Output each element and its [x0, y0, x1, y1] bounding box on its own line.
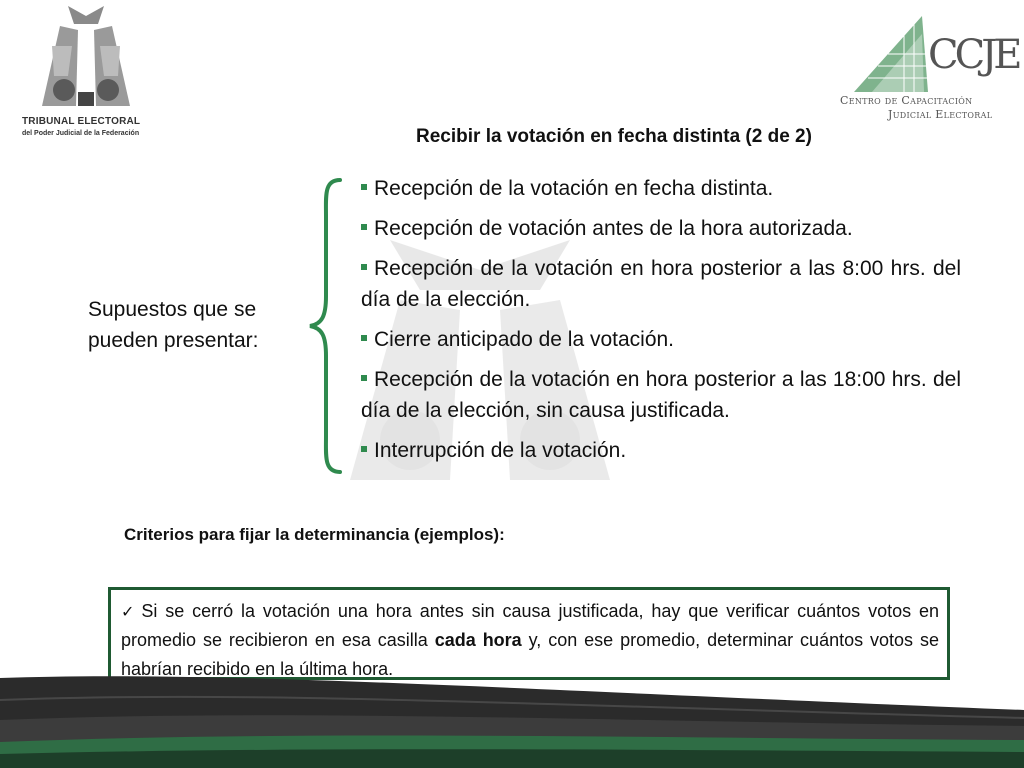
square-bullet-icon — [361, 446, 367, 452]
example-text-bold: cada hora — [434, 630, 522, 650]
square-bullet-icon — [361, 375, 367, 381]
square-bullet-icon — [361, 264, 367, 270]
tepjf-subtitle: del Poder Judicial de la Federación — [22, 130, 140, 137]
tepjf-logo — [22, 6, 152, 141]
ccje-letters: CCJE — [928, 32, 1019, 78]
supuestos-label: Supuestos que se pueden presentar: — [88, 298, 259, 352]
list-item: Cierre anticipado de la votación. — [361, 324, 961, 355]
list-item: Recepción de la votación en hora posterior a las 18:00 hrs. del día de la elección, sin causa justificada. — [361, 368, 961, 422]
list-item: Recepción de votación antes de la hora autorizada. — [361, 213, 961, 244]
ccje-name-line1: Centro de Capacitación — [840, 94, 973, 107]
square-bullet-icon — [361, 335, 367, 341]
ccje-emblem-icon — [844, 14, 934, 94]
list-item: Recepción de la votación en fecha distinta. — [361, 173, 961, 204]
curly-brace-icon — [306, 176, 346, 476]
square-bullet-icon — [361, 224, 367, 230]
square-bullet-icon — [361, 184, 367, 190]
tepjf-name: TRIBUNAL ELECTORAL — [22, 116, 141, 127]
list-item: Recepción de la votación en hora posterior a las 8:00 hrs. del día de la elección. — [361, 257, 961, 311]
scales-emblem-icon — [38, 6, 134, 111]
example-text-part2: y, con ese promedio, determinar cuántos votos se habrían recibido en la última hora. — [121, 630, 939, 679]
list-item: Interrupción de la votación. — [361, 435, 961, 466]
checkmark-icon: ✓ — [121, 602, 138, 621]
ccje-name-line2: Judicial Electoral — [888, 108, 993, 121]
criteria-heading: Criterios para fijar la determinancia (ejemplos): — [124, 525, 505, 544]
bottom-swoosh-decoration — [0, 650, 1024, 768]
example-text-part1: Si se cerró la votación una hora antes sin causa justificada, hay que verificar cuántos votos en promedio se recibieron en esa casilla — [121, 601, 940, 650]
ccje-logo — [840, 14, 1019, 124]
page-title: Recibir la votación en fecha distinta (2 de 2) — [416, 126, 812, 147]
situations-list — [361, 173, 961, 475]
